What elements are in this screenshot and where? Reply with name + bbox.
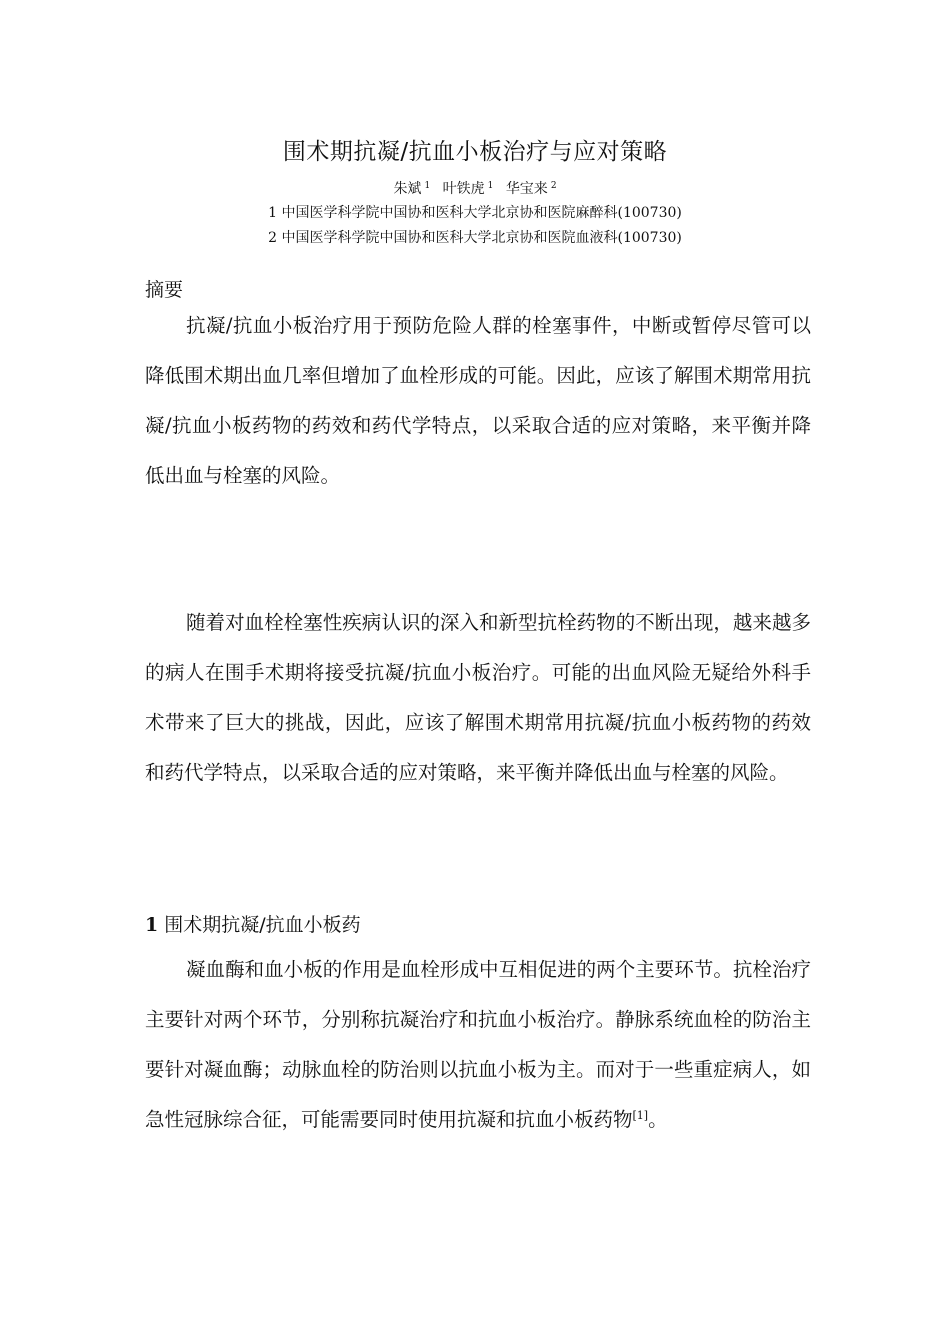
section-number: 1 bbox=[145, 914, 159, 936]
author-list bbox=[0, 177, 950, 198]
abstract-heading: 摘要 bbox=[145, 279, 184, 301]
end-punctuation: 。 bbox=[648, 1108, 668, 1131]
intro-paragraph: 随着对血栓栓塞性疾病认识的深入和新型抗栓药物的不断出现，越来越多的病人在围手术期将接受抗凝/抗血小板治疗。可能的出血风险无疑给外科手术带来了巨大的挑战，因此，应该了解围术期常用抗凝/抗血小板药物的药效和药代学特点，以采取合适的应对策略，来平衡并降低出血与栓塞的风险。 bbox=[145, 611, 811, 784]
author bbox=[443, 181, 494, 197]
author bbox=[506, 181, 557, 197]
abstract-paragraph: 抗凝/抗血小板治疗用于预防危险人群的栓塞事件，中断或暂停尽管可以降低围术期出血几率但增加了血栓形成的可能。因此，应该了解围术期常用抗凝/抗血小板药物的药效和药代学特点，以采取合适的应对策略，来平衡并降低出血与栓塞的风险。 bbox=[145, 314, 811, 487]
author-name: 叶铁虎 bbox=[442, 181, 485, 197]
section-title: 围术期抗凝/抗血小板药 bbox=[164, 914, 361, 936]
affiliation-mark: 2 bbox=[550, 181, 557, 191]
section-paragraph bbox=[145, 945, 811, 1145]
affiliation-line: 2 中国医学科学院中国协和医科大学北京协和医院血液科(100730) bbox=[268, 230, 682, 246]
section-paragraph-text: 凝血酶和血小板的作用是血栓形成中互相促进的两个主要环节。抗栓治疗主要针对两个环节，分别称抗凝治疗和抗血小板治疗。静脉系统血栓的防治主要针对凝血酶；动脉血栓的防治则以抗血小板为主。而对于一些重症病人，如急性冠脉综合征，可能需要同时使用抗凝和抗血小板药物 bbox=[145, 958, 811, 1131]
affiliation-line: 1 中国医学科学院中国协和医科大学北京协和医院麻醉科(100730) bbox=[268, 205, 682, 221]
citation-link[interactable]: [1] bbox=[632, 1109, 649, 1122]
affiliation-mark: 1 bbox=[424, 181, 431, 191]
author bbox=[393, 181, 430, 197]
section-heading bbox=[145, 910, 361, 937]
affiliation-mark: 1 bbox=[487, 181, 494, 191]
author-name: 华宝来 bbox=[505, 181, 548, 197]
author-name: 朱斌 bbox=[393, 181, 422, 197]
document-title: 围术期抗凝/抗血小板治疗与应对策略 bbox=[282, 139, 668, 165]
